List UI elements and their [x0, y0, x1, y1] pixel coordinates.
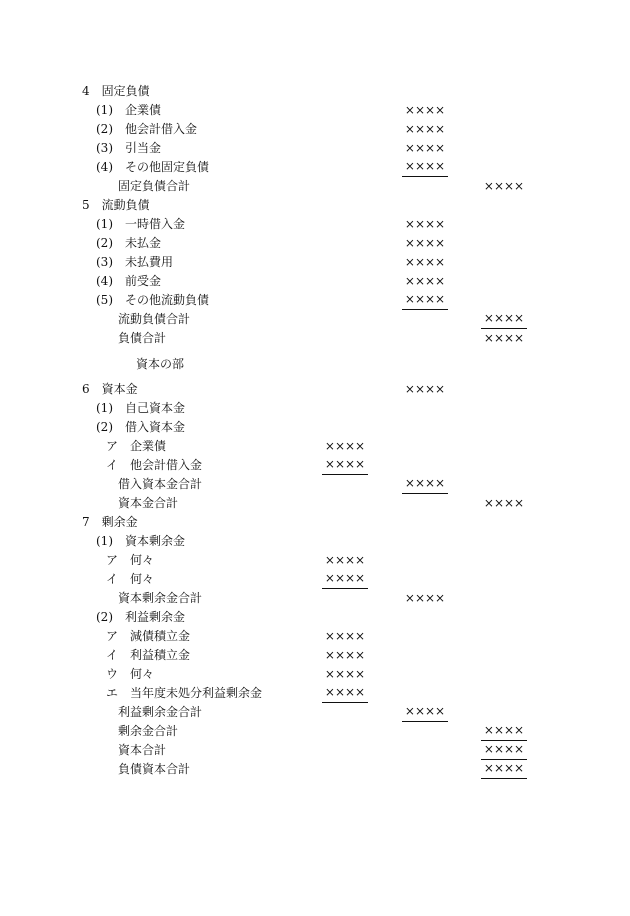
amount-c3: ×××× — [481, 722, 527, 741]
statement-row-l7-2 — [0, 608, 630, 627]
row-label: ア 何々 — [106, 553, 155, 567]
row-label: 4 固定負債 — [82, 84, 150, 98]
statement-row-l6-2b — [0, 456, 630, 475]
row-label: 5 流動負債 — [82, 198, 150, 212]
row-label: (1) 自己資本金 — [96, 401, 185, 415]
statement-row-l7-t — [0, 722, 630, 741]
statement-row-l7 — [0, 513, 630, 532]
statement-row-l7-1 — [0, 532, 630, 551]
statement-row-l5-2 — [0, 234, 630, 253]
statement-row-l7-1a — [0, 551, 630, 570]
amount-c3: ×××× — [483, 331, 525, 345]
amount-c1: ×××× — [322, 684, 368, 703]
row-label: 資本合計 — [118, 743, 167, 757]
row-label: (3) 引当金 — [96, 141, 161, 155]
statement-row-l4-t — [0, 177, 630, 196]
row-label: 剰余金合計 — [118, 724, 179, 738]
statement-row-cap-h — [0, 355, 630, 374]
row-label: イ 何々 — [106, 572, 155, 586]
amount-c1: ×××× — [324, 648, 366, 662]
amount-c2: ×××× — [404, 274, 446, 288]
row-label: 利益剰余金合計 — [118, 705, 203, 719]
row-label: 借入資本金合計 — [118, 477, 203, 491]
amount-c1: ×××× — [322, 570, 368, 589]
amount-c2: ×××× — [404, 591, 446, 605]
amount-c3: ×××× — [483, 496, 525, 510]
amount-c3: ×××× — [481, 310, 527, 329]
statement-row-l7-1b — [0, 570, 630, 589]
amount-c1: ×××× — [322, 456, 368, 475]
row-label: (2) 未払金 — [96, 236, 161, 250]
statement-row-total — [0, 760, 630, 779]
statement-row-l4-1 — [0, 101, 630, 120]
amount-c2: ×××× — [404, 382, 446, 396]
statement-row-l6 — [0, 380, 630, 399]
statement-row-l4-2 — [0, 120, 630, 139]
row-label: イ 利益積立金 — [106, 648, 191, 662]
statement-row-l5-t — [0, 310, 630, 329]
row-label: ア 減債積立金 — [106, 629, 191, 643]
statement-row-l7-2b — [0, 646, 630, 665]
amount-c2: ×××× — [402, 291, 448, 310]
amount-c2: ×××× — [404, 122, 446, 136]
statement-row-cap-t — [0, 741, 630, 760]
statement-row-l7-2d — [0, 684, 630, 703]
amount-c2: ×××× — [404, 255, 446, 269]
row-label: 資本剰余金合計 — [118, 591, 203, 605]
row-label: (1) 資本剰余金 — [96, 534, 185, 548]
amount-c2: ×××× — [402, 703, 448, 722]
statement-row-l5-3 — [0, 253, 630, 272]
amount-c2: ×××× — [402, 158, 448, 177]
statement-row-l5 — [0, 196, 630, 215]
row-label: 資本金合計 — [118, 496, 179, 510]
row-label: 7 剰余金 — [82, 515, 138, 529]
row-label: 流動負債合計 — [118, 312, 191, 326]
statement-row-l6-2a — [0, 437, 630, 456]
amount-c2: ×××× — [402, 475, 448, 494]
row-label: エ 当年度未処分利益剰余金 — [106, 686, 263, 700]
statement-row-l6-t — [0, 494, 630, 513]
amount-c3: ×××× — [481, 741, 527, 760]
statement-row-l7-1t — [0, 589, 630, 608]
row-label: (2) 他会計借入金 — [96, 122, 197, 136]
amount-c2: ×××× — [404, 236, 446, 250]
amount-c1: ×××× — [324, 667, 366, 681]
statement-row-l7-2a — [0, 627, 630, 646]
amount-c2: ×××× — [404, 141, 446, 155]
row-label: 6 資本金 — [82, 382, 138, 396]
statement-row-l5-4 — [0, 272, 630, 291]
amount-c2: ×××× — [404, 217, 446, 231]
row-label: (1) 企業債 — [96, 103, 161, 117]
row-label: (1) 一時借入金 — [96, 217, 185, 231]
statement-row-l6-2 — [0, 418, 630, 437]
amount-c1: ×××× — [324, 439, 366, 453]
statement-row-liab-t — [0, 329, 630, 348]
amount-c1: ×××× — [324, 629, 366, 643]
row-label: (2) 借入資本金 — [96, 420, 185, 434]
row-label: (4) その他固定負債 — [96, 160, 209, 174]
row-label: ア 企業債 — [106, 439, 167, 453]
row-label: (2) 利益剰余金 — [96, 610, 185, 624]
statement-row-l4-4 — [0, 158, 630, 177]
row-label: 負債資本合計 — [118, 762, 191, 776]
row-label: (3) 未払費用 — [96, 255, 173, 269]
row-label: イ 他会計借入金 — [106, 458, 203, 472]
amount-c3: ×××× — [481, 760, 527, 779]
statement-row-l5-1 — [0, 215, 630, 234]
statement-row-l6-1 — [0, 399, 630, 418]
row-label: ウ 何々 — [106, 667, 155, 681]
row-label: 負債合計 — [118, 331, 167, 345]
statement-row-l5-5 — [0, 291, 630, 310]
amount-c2: ×××× — [404, 103, 446, 117]
statement-row-l7-2c — [0, 665, 630, 684]
statement-row-l4 — [0, 82, 630, 101]
row-label: 資本の部 — [136, 357, 185, 371]
statement-row-l7-2t — [0, 703, 630, 722]
amount-c3: ×××× — [483, 179, 525, 193]
row-label: (4) 前受金 — [96, 274, 161, 288]
statement-row-l4-3 — [0, 139, 630, 158]
amount-c1: ×××× — [324, 553, 366, 567]
row-label: 固定負債合計 — [118, 179, 191, 193]
statement-row-l6-2t — [0, 475, 630, 494]
row-label: (5) その他流動負債 — [96, 293, 209, 307]
